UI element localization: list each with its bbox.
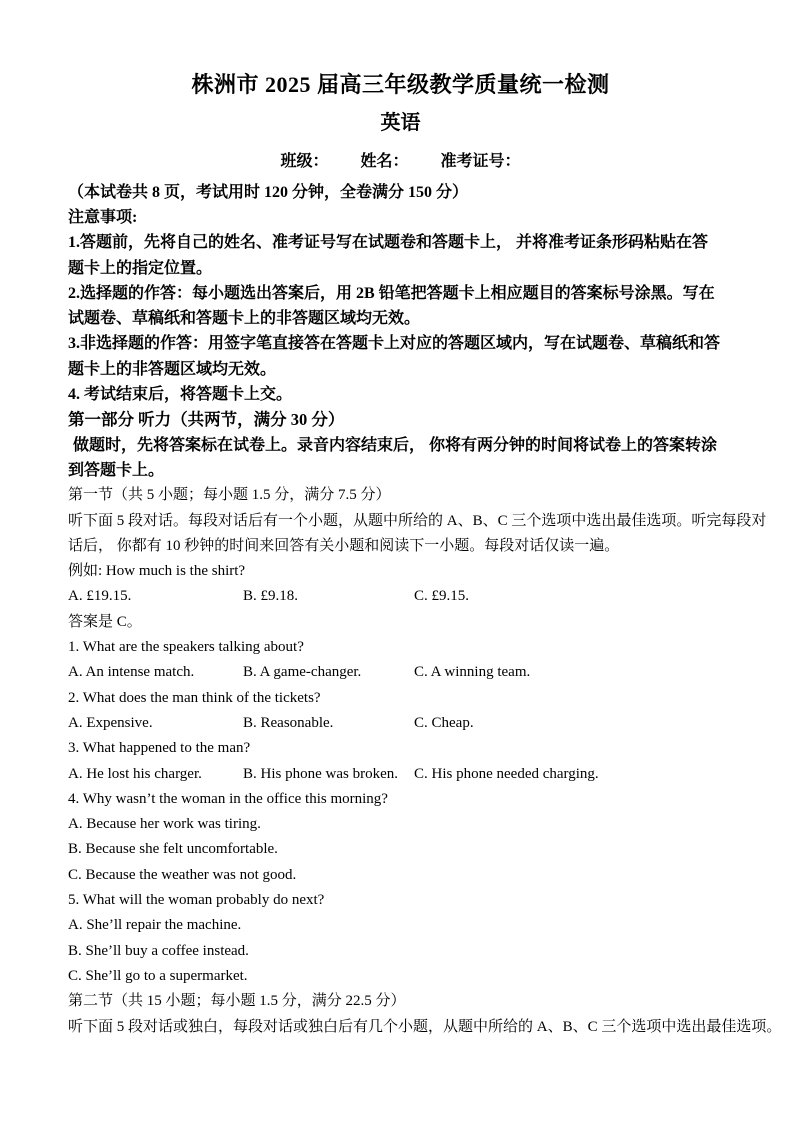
part1-note-line-1: 做题时，先将答案标在试卷上。录音内容结束后， 你将有两分钟的时间将试卷上的答案转涂 (73, 436, 718, 454)
question-3-option-a: A. He lost his charger. (68, 765, 202, 782)
notice-item-3-line-1: 3.非选择题的作答：用签字笔直接答在答题卡上对应的答题区域内，写在试题卷、草稿纸和答 (68, 335, 721, 353)
question-4-option-a: A. Because her work was tiring. (68, 816, 261, 833)
notice-item-3-line-2: 题卡上的非答题区域均无效。 (68, 360, 277, 378)
name-field-label: 姓名： (360, 153, 409, 170)
question-4-option-b: B. Because she felt uncomfortable. (68, 841, 278, 858)
example-option-b: B. £9.18. (243, 588, 299, 605)
part1-note-line-2: 到答题卡上。 (68, 461, 165, 479)
part1-heading: 第一部分 听力（共两节，满分 30 分） (68, 410, 345, 430)
question-1-option-b: B. A game-changer. (243, 664, 362, 681)
notice-item-2-line-1: 2.选择题的作答：每小题选出答案后，用 2B 铅笔把答题卡上相应题目的答案标号涂黑。写在 (68, 284, 715, 302)
notice-item-4: 4. 考试结束后，将答题卡上交。 (68, 386, 293, 404)
admission-number-field-label: 准考证号： (440, 153, 521, 170)
question-5-option-b: B. She’ll buy a coffee instead. (68, 942, 249, 959)
question-2-option-c: C. Cheap. (414, 714, 474, 731)
question-3-text: 3. What happened to the man? (68, 740, 251, 757)
notice-item-2-line-2: 试题卷、草稿纸和答题卡上的非答题区域均无效。 (68, 310, 421, 328)
question-5-option-c: C. She’ll go to a supermarket. (68, 967, 248, 984)
question-4-text: 4. Why wasn’t the woman in the office this morning? (68, 790, 388, 807)
question-1-option-a: A. An intense match. (68, 664, 195, 681)
example-option-a: A. £19.15. (68, 588, 132, 605)
student-info-line (68, 150, 733, 174)
section1-instruction-line-1: 听下面 5 段对话。每段对话后有一个小题，从题中所给的 A、B、C 三个选项中选出最佳选项。听完每段对 (68, 512, 767, 529)
class-field-label: 班级： (280, 153, 329, 170)
section1-heading: 第一节（共 5 小题；每小题 1.5 分，满分 7.5 分） (68, 487, 391, 504)
question-3-option-b: B. His phone was broken. (243, 765, 398, 782)
question-1-options-row (68, 660, 733, 685)
question-2-text: 2. What does the man think of the tickets? (68, 689, 321, 706)
page-title: 株洲市 2025 届高三年级教学质量统一检测 (191, 72, 610, 97)
section2-heading: 第二节（共 15 小题；每小题 1.5 分，满分 22.5 分） (68, 993, 406, 1010)
question-5-option-a: A. She’ll repair the machine. (68, 917, 242, 934)
notice-heading: 注意事项: (68, 209, 138, 226)
question-2-option-a: A. Expensive. (68, 714, 153, 731)
example-option-c: C. £9.15. (414, 588, 470, 605)
notice-item-1-line-2: 题卡上的指定位置。 (68, 259, 213, 277)
section1-instruction-line-2: 话后， 你都有 10 秒钟的时间来回答有关小题和阅读下一小题。每段对话仅读一遍。 (68, 537, 620, 554)
paper-info-line: （本试卷共 8 页，考试用时 120 分钟，全卷满分 150 分） (68, 184, 469, 201)
example-prompt: 例如: How much is the shirt? (68, 563, 246, 580)
question-3-option-c: C. His phone needed charging. (414, 765, 599, 782)
question-2-option-b: B. Reasonable. (243, 714, 334, 731)
question-1-text: 1. What are the speakers talking about? (68, 639, 304, 656)
question-3-options-row (68, 762, 733, 787)
section2-instruction-line-1: 听下面 5 段对话或独白，每段对话或独白后有几个小题，从题中所给的 A、B、C 三个选项中选出最佳选项。 (68, 1018, 782, 1035)
question-4-option-c: C. Because the weather was not good. (68, 866, 297, 883)
question-1-option-c: C. A winning team. (414, 664, 531, 681)
question-2-options-row (68, 711, 733, 736)
question-5-text: 5. What will the woman probably do next? (68, 892, 325, 909)
subject-title: 英语 (380, 112, 421, 134)
example-options-row (68, 584, 733, 609)
notice-item-1-line-1: 1.答题前，先将自己的姓名、准考证号写在试题卷和答题卡上， 并将准考证条形码粘贴在答 (68, 234, 709, 252)
example-answer-note: 答案是 C。 (68, 613, 142, 630)
